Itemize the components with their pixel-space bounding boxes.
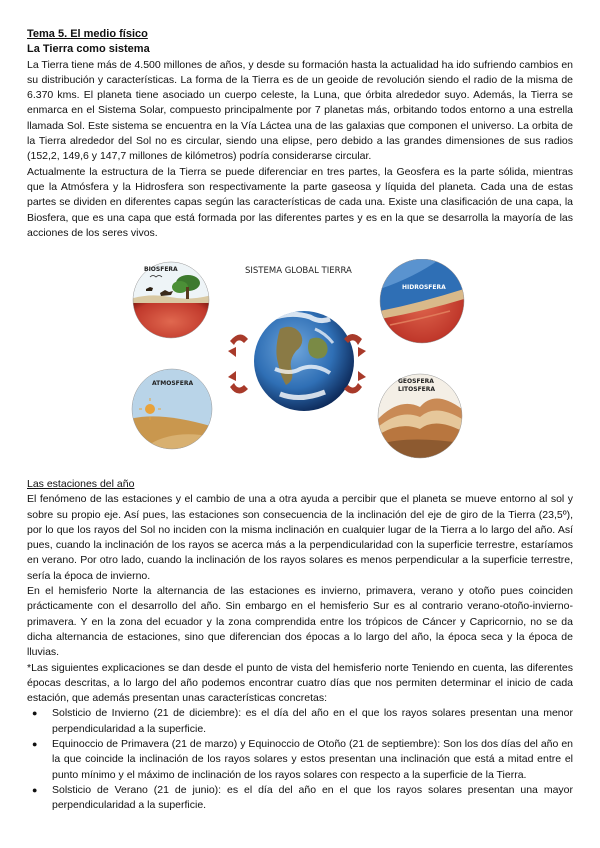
seasons-paragraph: El fenómeno de las estaciones y el cambio de una a otra ayuda a percibir que el planeta se mueve entorno al sol y sobre su propio eje. Así pues, las estaciones son consecuencia de la inclinación del eje de giro de la Tierra (23,5º), por lo que los rayos del Sol no inciden con la misma inclinación en cualquier lugar de la Tierra a lo largo del año. Así pues, cuando la inclinación de los rayos se acerca más a la perpendicularidad con la superficie terrestre, estaríamos en verano. Por otro lado, cuando la inclinación de los rayos solares es menos perpendicular a la superficie terrestre, sería la época de invierno. bbox=[27, 493, 573, 582]
hidrosfera-sphere bbox=[380, 259, 464, 343]
seasons-paragraph: *Las siguientes explicaciones se dan desde el punto de vista del hemisferio norte Teniendo en cuenta, las diferentes épocas descritas, a lo largo del año podemos encontrar cuatro días que nos permiten determinar el inicio de cada estación, que además presentan unas características concretas: bbox=[27, 661, 573, 705]
list-item: ● Solsticio de Verano (21 de junio): es el día del año en el que los rayos solares presentan una mayor perpendicularidad a la superficie. bbox=[27, 783, 573, 814]
biosfera-label: BIOSFERA bbox=[144, 266, 178, 273]
arrow-icon bbox=[228, 347, 236, 357]
section-heading: Las estaciones del año bbox=[27, 478, 135, 490]
seasons-list bbox=[27, 706, 573, 813]
litosfera-label: LITOSFERA bbox=[398, 386, 436, 393]
arrow-icon bbox=[358, 347, 366, 357]
arrow-icon bbox=[228, 371, 236, 381]
page-title: Tema 5. El medio físico bbox=[27, 28, 148, 40]
arrow-icon bbox=[230, 334, 248, 345]
earth-system-figure bbox=[130, 259, 478, 459]
atmosfera-label: ATMOSFERA bbox=[152, 380, 194, 387]
intro-paragraph: Actualmente la estructura de la Tierra se puede diferenciar en tres partes, la Geosfera es la parte sólida, mientras que la Atmósfera y la Hidrosfera son respectivamente la parte gaseosa y líquida del planeta. Cada una de estas partes se dividen en diferentes capas según las características de cada una. Existe una clasificación de una capa, la Biosfera, que es una capa que está formada por las diferentes partes y es en la que se desarrolla la mayoría de las acciones de los seres vivos. bbox=[27, 165, 573, 239]
earth-globe bbox=[254, 311, 354, 411]
intro-section bbox=[27, 27, 573, 241]
list-item: ● Solsticio de Invierno (21 de diciembre): es el día del año en el que los rayos solares presentan una menor perpendicularidad a la superficie. bbox=[27, 706, 573, 737]
intro-paragraph: La Tierra tiene más de 4.500 millones de años, y desde su formación hasta la actualidad ha ido sufriendo cambios en su distribución y características. La forma de la Tierra es de un geoide de revolución siendo el radio de la misma de 6.370 kms. El planeta tiene asociado un cuerpo celeste, la Luna, que órbita alrededor suyo. Además, la Tierra se enmarca en el Sistema Solar, compuesto principalmente por 7 planetas más, orbitando todos entorno a una estrella llamada Sol. Este sistema se encuentra en la Vía Láctea una de las galaxias que componen el universo. La orbita de la Tierra alrededor del Sol no es circular, siendo una elipse, pero debido a las grandes dimensiones de sus radios (152,2, 149,6 y 147,7 millones de kilómetros) podría considerarse circular. bbox=[27, 58, 573, 163]
seasons-section bbox=[27, 477, 573, 814]
section-heading: La Tierra como sistema bbox=[27, 43, 150, 56]
arrow-icon bbox=[358, 371, 366, 381]
arrow-icon bbox=[230, 383, 248, 394]
geosfera-label: GEOSFERA bbox=[398, 378, 434, 385]
hidrosfera-label: HIDROSFERA bbox=[402, 284, 446, 291]
seasons-paragraph: En el hemisferio Norte la alternancia de las estaciones es invierno, primavera, verano y otoño pues coinciden prácticamente con el desarrollo del año. Sin embargo en el hemisferio Sur es al contrario verano-otoño-invierno-primavera. Y en la zona del ecuador y la zona comprendida entre los trópicos de Cáncer y Capricornio, no se da dicha alternancia de estaciones, sino que diferencian dos épocas a lo largo del año, la época seca y la época de lluvias. bbox=[27, 585, 573, 659]
list-item: ● Equinoccio de Primavera (21 de marzo) y Equinoccio de Otoño (21 de septiembre): Son los dos días del año en la que coincide la inclinación de los rayos solares y estos presentan una inclinación que está a mitad entre el punto mínimo y el máximo de inclinación de los rayos solares con respecto a la superficie de la Tierra. bbox=[27, 737, 573, 783]
figure-title: SISTEMA GLOBAL TIERRA bbox=[245, 266, 352, 276]
